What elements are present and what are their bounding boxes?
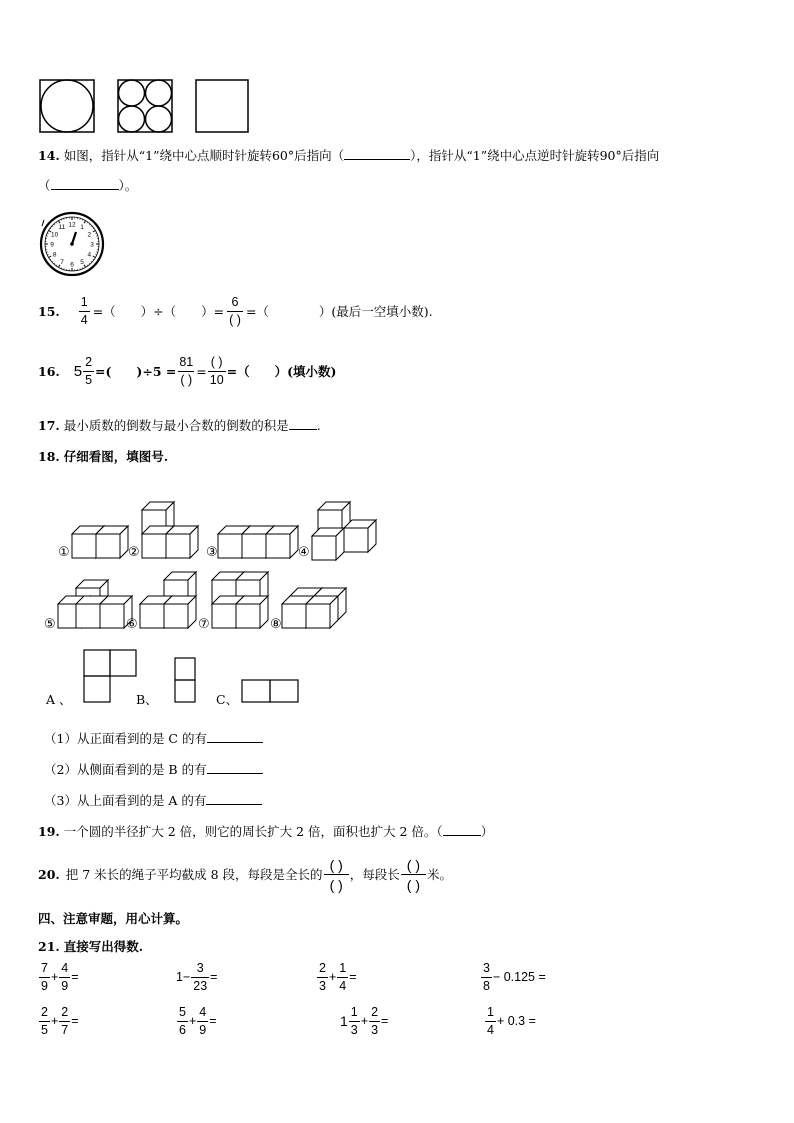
- figure-label-5: ⑤: [44, 616, 56, 631]
- clock-tick: [49, 256, 52, 258]
- equation-part[interactable]: =（ ）(最后一空填小数).: [245, 304, 433, 319]
- fraction-two-fifths: $\frac{2}{5}$: [85, 355, 93, 387]
- q18-sub-2: [44, 760, 263, 778]
- equation-part[interactable]: =（ ）(填小数): [226, 364, 337, 379]
- clock-number: 11: [58, 224, 66, 232]
- calc-row2-item2[interactable]: $\frac{5}{6}$ + $\frac{4}{9}$ =: [179, 1005, 217, 1037]
- clock-tick: [93, 228, 94, 229]
- mixed-whole: 5: [73, 362, 83, 380]
- calc-row1-item4[interactable]: $\frac{3}{8}$ − 0.125 =: [483, 961, 546, 993]
- question-number: 14.: [38, 148, 60, 163]
- question-number: 17.: [38, 418, 60, 433]
- question-14: [38, 146, 659, 164]
- question-number: 18.: [38, 449, 60, 464]
- clock-number: 8: [52, 251, 57, 259]
- question-text: 如图，指针从“1”绕中心点顺时针旋转60°后指向（: [63, 148, 345, 163]
- figure-label-2: ②: [128, 544, 140, 559]
- clock-tick: [89, 263, 90, 264]
- question-text: 一个圆的半径扩大 2 倍，则它的周长扩大 2 倍，面积也扩大 2 倍。（: [63, 824, 443, 839]
- question-text: 直接写出得数.: [63, 939, 144, 954]
- clock-number: 3: [90, 241, 94, 249]
- question-number: 15.: [38, 303, 60, 319]
- clock-number: 10: [51, 231, 59, 239]
- answer-blank[interactable]: [206, 792, 262, 805]
- paren-open: （: [38, 178, 51, 193]
- clock-number: 2: [87, 231, 92, 239]
- clock-tick: [91, 261, 92, 262]
- calc-row2-item4[interactable]: $\frac{1}{4}$ + 0.3 =: [487, 1005, 536, 1037]
- blank-fraction-1[interactable]: $\frac{( )}{( )}$: [324, 856, 349, 892]
- answer-blank[interactable]: [207, 730, 263, 743]
- question-21: [38, 937, 143, 955]
- figure-3: [206, 526, 298, 559]
- question-text: ），指针从“1”绕中心点逆时针旋转90°后指向: [410, 148, 660, 163]
- fraction-81-over-blank[interactable]: $\frac{81}{( )}$: [179, 355, 194, 387]
- clock-tick: [50, 228, 51, 229]
- clock-tick: [52, 261, 53, 262]
- view-b-shape: [173, 656, 197, 704]
- question-15: [38, 296, 433, 326]
- equation-part[interactable]: =（ ）÷（ ）=: [92, 304, 225, 319]
- option-c-label: C、: [216, 692, 239, 707]
- clock-figure: [38, 208, 106, 278]
- clock-number: 5: [80, 258, 84, 266]
- calc-row1-item2[interactable]: 1− $\frac{3}{23}$ =: [176, 961, 218, 993]
- question-number: 20.: [38, 866, 60, 882]
- calc-row1-item3[interactable]: $\frac{2}{3}$ + $\frac{1}{4}$ =: [319, 961, 357, 993]
- clock-tick: [87, 265, 88, 266]
- square-with-one-circle: [40, 80, 94, 132]
- answer-blank-1[interactable]: [344, 147, 410, 160]
- question-text: 仔细看图，填图号.: [63, 449, 169, 464]
- fraction-six-over-blank[interactable]: $\frac{6}{( )}$: [229, 295, 241, 327]
- question-number: 21.: [38, 939, 60, 954]
- period: .: [316, 418, 321, 433]
- square-circle-figures: [38, 78, 253, 134]
- clock-tick: [59, 221, 61, 224]
- calc-row1-item1[interactable]: $\frac{7}{9}$ + $\frac{4}{9}$ =: [41, 961, 79, 993]
- sub-question-text: （1）从正面看到的是 C 的有: [44, 731, 207, 746]
- figure-1: [58, 526, 128, 559]
- question-text: 把 7 米长的绳子平均截成 8 段，每段是全长的: [65, 867, 323, 882]
- clock-tick: [89, 224, 90, 225]
- clock-tick: [50, 259, 51, 260]
- question-number: 19.: [38, 824, 60, 839]
- figure-4: [298, 498, 376, 560]
- question-17: [38, 416, 321, 434]
- clock-tick: [84, 221, 86, 224]
- clock-tick: [56, 222, 57, 223]
- figure-label-1: ①: [58, 544, 70, 559]
- clock-number: 7: [60, 258, 64, 266]
- clock-number: 9: [50, 241, 54, 249]
- figure-label-7: ⑦: [198, 616, 210, 631]
- clock-tick: [93, 231, 96, 233]
- answer-blank-2[interactable]: [51, 177, 119, 190]
- clock-hand: [72, 232, 76, 244]
- clock-tick: [56, 265, 57, 266]
- clock-number: 6: [70, 261, 74, 269]
- answer-blank[interactable]: [289, 417, 317, 430]
- figure-label-4: ④: [298, 544, 310, 559]
- paren-close: ）: [480, 824, 494, 839]
- clock-tick: [93, 256, 96, 258]
- fraction-blank-over-10[interactable]: $\frac{( )}{10}$: [209, 355, 224, 387]
- figure-label-3: ③: [206, 544, 218, 559]
- question-number: 16.: [38, 363, 60, 379]
- figure-8: [270, 588, 346, 631]
- calc-row2-item1[interactable]: $\frac{2}{5}$ + $\frac{2}{7}$ =: [41, 1005, 79, 1037]
- square-with-four-circles: [118, 80, 172, 132]
- option-a-label: A 、: [46, 692, 72, 707]
- q18-sub-1: [44, 729, 263, 747]
- blank-fraction-2[interactable]: $\frac{( )}{( )}$: [401, 856, 426, 892]
- clock-number: 1: [80, 224, 84, 232]
- clock-tick: [84, 265, 86, 268]
- view-c-shape: [240, 678, 302, 704]
- fraction-one-quarter: $\frac{1}{4}$: [80, 295, 88, 327]
- clock-tick: [54, 224, 55, 225]
- q18-sub-3: [44, 791, 262, 809]
- sub-question-text: （3）从上面看到的是 A 的有: [44, 793, 207, 808]
- question-text: 最小质数的倒数与最小合数的倒数的积是: [63, 418, 289, 433]
- cube-figures: [40, 498, 400, 638]
- calc-row2-item3[interactable]: 1 $\frac{1}{3}$ + $\frac{2}{3}$ =: [340, 1005, 389, 1037]
- figure-6: [126, 572, 196, 631]
- question-16: [38, 356, 336, 386]
- figure-label-8: ⑧: [270, 616, 282, 631]
- equals-sign: =: [196, 363, 207, 379]
- question-text: ，每段长: [349, 867, 400, 882]
- empty-square: [196, 80, 248, 132]
- section-title: 四、注意审题，用心计算。: [38, 911, 189, 926]
- question-20: [38, 856, 452, 892]
- question-text: 米。: [427, 867, 453, 882]
- answer-blank[interactable]: [443, 823, 481, 836]
- answer-blank[interactable]: [207, 761, 263, 774]
- clock-tick: [91, 226, 92, 227]
- clock-number: 12: [68, 221, 76, 229]
- question-14-line2: [38, 176, 137, 194]
- figure-7: [198, 572, 268, 631]
- equation-part[interactable]: =( )÷5 =: [95, 364, 177, 379]
- option-b-label: B、: [136, 692, 158, 707]
- question-19: [38, 822, 493, 840]
- figure-5: [44, 580, 132, 631]
- paren-close: ）。: [118, 178, 138, 193]
- figure-2: [128, 502, 198, 559]
- clock-tick: [52, 226, 53, 227]
- figure-label-6: ⑥: [126, 616, 138, 631]
- clock-tick: [54, 263, 55, 264]
- view-a-shape: [82, 648, 140, 704]
- clock-tick: [93, 259, 94, 260]
- clock-number: 4: [87, 251, 92, 259]
- question-18: [38, 447, 168, 465]
- sub-question-text: （2）从侧面看到的是 B 的有: [44, 762, 207, 777]
- clock-tick: [87, 222, 88, 223]
